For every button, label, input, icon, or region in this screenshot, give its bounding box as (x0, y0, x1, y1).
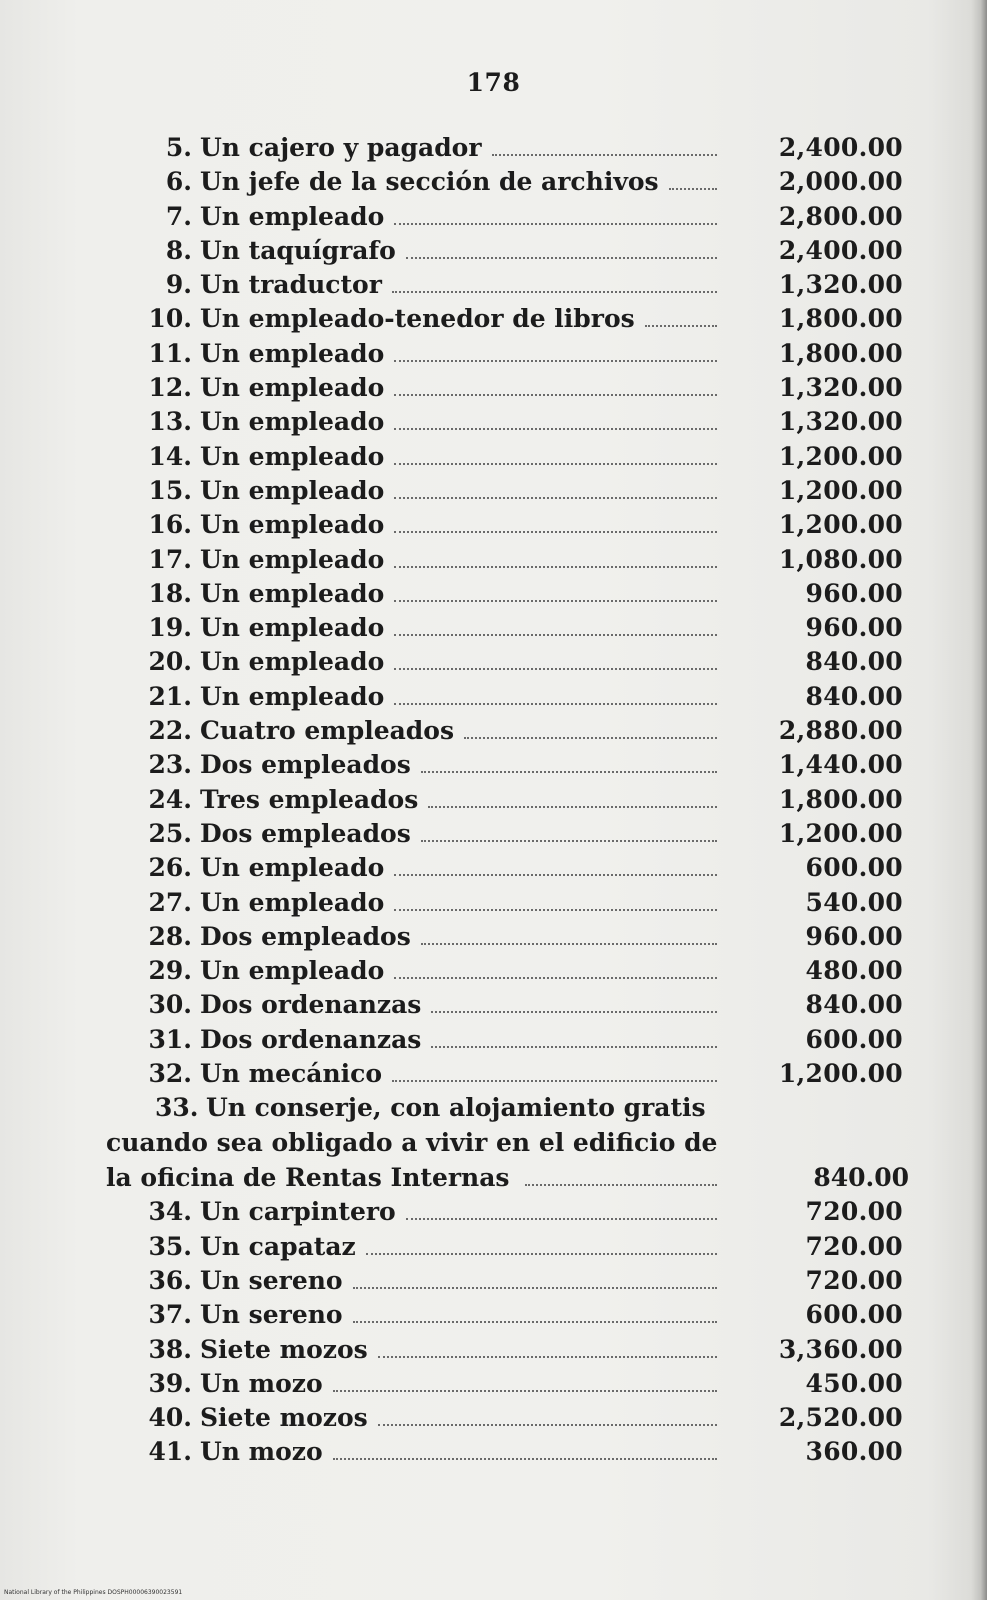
list-item (0, 1230, 987, 1264)
item-description: Cuatro empleados (200, 716, 455, 746)
list-item (0, 1057, 987, 1091)
item-amount: 1,200.00 (778, 510, 903, 540)
item-number: 39. (148, 1368, 192, 1398)
dot-leader (394, 531, 717, 533)
item-amount: 1,080.00 (778, 544, 903, 574)
list-item (0, 1195, 987, 1229)
dot-leader (428, 806, 717, 808)
item-amount: 450.00 (805, 1368, 903, 1398)
item-amount: 840.00 (805, 647, 903, 677)
item-number: 30. (148, 990, 192, 1020)
item-number: 20. (148, 647, 192, 677)
item-description: Un empleado (200, 407, 385, 437)
dot-leader (333, 1458, 717, 1460)
list-item (0, 920, 987, 954)
item-number: 21. (148, 681, 192, 711)
item-description: Dos ordenanzas (200, 990, 422, 1020)
item-description: Un empleado (200, 338, 385, 368)
item-description: Dos ordenanzas (200, 1024, 422, 1054)
list-item (0, 268, 987, 302)
dot-leader (353, 1321, 717, 1323)
item-description: Dos empleados (200, 818, 411, 848)
item-description: Un capataz (200, 1231, 356, 1261)
item-amount: 480.00 (805, 956, 903, 986)
item-description: Un empleado (200, 201, 385, 231)
item-amount: 1,320.00 (778, 373, 903, 403)
item-number: 14. (148, 441, 192, 471)
item-amount: 2,400.00 (778, 235, 903, 265)
dot-leader (645, 325, 717, 327)
list-item (0, 474, 987, 508)
item-description: Un sereno (200, 1300, 343, 1330)
item-description: Un jefe de la sección de archivos (200, 167, 659, 197)
item-description: Un empleado (200, 544, 385, 574)
item-description: Un empleado (200, 475, 385, 505)
dot-leader (394, 909, 717, 911)
list-item (0, 234, 987, 268)
dot-leader (421, 840, 717, 842)
item-number: 24. (148, 784, 192, 814)
item-amount: 1,800.00 (778, 304, 903, 334)
list-item (0, 577, 987, 611)
item-number: 8. (165, 235, 192, 265)
item-number: 9. (165, 270, 192, 300)
item-number: 35. (148, 1231, 192, 1261)
item-description: Un empleado (200, 510, 385, 540)
item-description: Un empleado-tenedor de libros (200, 304, 635, 334)
salary-list (0, 131, 987, 1470)
dot-leader (394, 874, 717, 876)
item-description: Un empleado (200, 681, 385, 711)
item-description: Un empleado (200, 853, 385, 883)
item-description: Un sereno (200, 1265, 343, 1295)
item-description: Un empleado (200, 578, 385, 608)
list-item (0, 371, 987, 405)
item-number: 25. (148, 818, 192, 848)
item-amount: 2,800.00 (778, 201, 903, 231)
item-amount: 2,000.00 (778, 167, 903, 197)
dot-leader (394, 360, 717, 362)
list-item (0, 508, 987, 542)
dot-leader (392, 1080, 717, 1082)
item-amount: 720.00 (805, 1231, 903, 1261)
item-amount: 960.00 (805, 578, 903, 608)
item-amount: 840.00 (805, 681, 903, 711)
item-amount: 600.00 (805, 1300, 903, 1330)
dot-leader (525, 1184, 717, 1186)
item-description-line-1: Un conserje, con alojamiento gratis (206, 1093, 706, 1123)
item-amount: 1,800.00 (778, 784, 903, 814)
page-number: 178 (466, 68, 521, 97)
dot-leader (394, 223, 717, 225)
dot-leader (378, 1424, 717, 1426)
dot-leader (492, 154, 717, 156)
item-amount: 1,320.00 (778, 407, 903, 437)
item-amount: 1,200.00 (778, 1059, 903, 1089)
dot-leader (394, 634, 717, 636)
item-amount: 1,200.00 (778, 441, 903, 471)
item-amount: 1,800.00 (778, 338, 903, 368)
item-description: Siete mozos (200, 1334, 368, 1364)
item-description: Un taquígrafo (200, 235, 396, 265)
dot-leader (669, 188, 717, 190)
list-item (0, 440, 987, 474)
item-amount: 840.00 (805, 990, 903, 1020)
list-item (0, 302, 987, 336)
item-description: Tres empleados (200, 784, 419, 814)
item-amount: 840.00 (813, 1163, 909, 1193)
dot-leader (406, 257, 717, 259)
item-description: Un empleado (200, 613, 385, 643)
dot-leader (421, 771, 717, 773)
list-item (0, 988, 987, 1022)
item-number: 31. (148, 1024, 192, 1054)
library-stamp: National Library of the Philippines DOSPH00006390023591 (4, 1589, 183, 1596)
item-number: 23. (148, 750, 192, 780)
item-amount: 720.00 (805, 1197, 903, 1227)
item-number: 40. (148, 1403, 192, 1433)
item-amount: 1,320.00 (778, 270, 903, 300)
list-item (0, 611, 987, 645)
list-item (0, 200, 987, 234)
item-number: 16. (148, 510, 192, 540)
list-item (0, 783, 987, 817)
item-number: 10. (148, 304, 192, 334)
list-item (0, 645, 987, 679)
item-amount: 1,440.00 (778, 750, 903, 780)
item-number: 19. (148, 613, 192, 643)
item-description: Un traductor (200, 270, 382, 300)
list-item (0, 886, 987, 920)
item-description: Un empleado (200, 887, 385, 917)
dot-leader (333, 1390, 717, 1392)
item-amount: 1,200.00 (778, 475, 903, 505)
list-item (0, 954, 987, 988)
dot-leader (394, 566, 717, 568)
item-description: Un carpintero (200, 1197, 396, 1227)
list-item (0, 680, 987, 714)
dot-leader (421, 943, 717, 945)
item-number: 29. (148, 956, 192, 986)
item-number: 32. (148, 1059, 192, 1089)
item-description-line-2: cuando sea obligado a vivir en el edificio de (106, 1128, 718, 1158)
item-amount: 360.00 (805, 1437, 903, 1467)
item-number: 15. (148, 475, 192, 505)
item-amount: 600.00 (805, 1024, 903, 1054)
item-number: 33. (155, 1093, 199, 1123)
item-number: 12. (148, 373, 192, 403)
list-item (0, 405, 987, 439)
list-item (0, 165, 987, 199)
list-item (0, 1023, 987, 1057)
item-number: 7. (165, 201, 192, 231)
item-amount: 3,360.00 (778, 1334, 903, 1364)
list-item (0, 1298, 987, 1332)
dot-leader (392, 291, 717, 293)
item-amount: 540.00 (805, 887, 903, 917)
item-number: 41. (148, 1437, 192, 1467)
item-number: 26. (148, 853, 192, 883)
item-description: Dos empleados (200, 750, 411, 780)
item-amount: 960.00 (805, 613, 903, 643)
dot-leader (366, 1253, 717, 1255)
dot-leader (394, 703, 717, 705)
item-amount: 960.00 (805, 921, 903, 951)
dot-leader (431, 1011, 717, 1013)
item-number: 11. (148, 338, 192, 368)
list-item-multiline (0, 1091, 987, 1195)
item-description: Un empleado (200, 956, 385, 986)
list-item (0, 131, 987, 165)
item-description: Siete mozos (200, 1403, 368, 1433)
list-item (0, 337, 987, 371)
dot-leader (378, 1356, 717, 1358)
dot-leader (394, 977, 717, 979)
list-item (0, 1435, 987, 1469)
list-item (0, 748, 987, 782)
item-number: 36. (148, 1265, 192, 1295)
list-item (0, 1264, 987, 1298)
item-number: 27. (148, 887, 192, 917)
item-amount: 2,400.00 (778, 133, 903, 162)
item-description: Un cajero y pagador (200, 133, 482, 162)
item-amount: 2,880.00 (778, 716, 903, 746)
item-number: 5. (165, 133, 192, 162)
item-description: Un mecánico (200, 1059, 383, 1089)
list-item (0, 1333, 987, 1367)
item-number: 17. (148, 544, 192, 574)
item-number: 13. (148, 407, 192, 437)
item-description-line-3: la oficina de Rentas Internas (106, 1163, 510, 1193)
item-number: 22. (148, 716, 192, 746)
item-description: Un empleado (200, 373, 385, 403)
item-number: 34. (148, 1197, 192, 1227)
dot-leader (406, 1218, 717, 1220)
item-description: Un empleado (200, 441, 385, 471)
item-number: 37. (148, 1300, 192, 1330)
dot-leader (394, 428, 717, 430)
item-amount: 720.00 (805, 1265, 903, 1295)
dot-leader (431, 1046, 717, 1048)
list-item (0, 851, 987, 885)
list-item (0, 1401, 987, 1435)
list-item (0, 1367, 987, 1401)
list-item (0, 714, 987, 748)
item-number: 6. (165, 167, 192, 197)
item-description: Un mozo (200, 1368, 323, 1398)
item-number: 38. (148, 1334, 192, 1364)
item-description: Un empleado (200, 647, 385, 677)
list-item (0, 817, 987, 851)
item-number: 28. (148, 921, 192, 951)
dot-leader (394, 394, 717, 396)
item-amount: 600.00 (805, 853, 903, 883)
dot-leader (394, 497, 717, 499)
dot-leader (353, 1287, 717, 1289)
dot-leader (394, 600, 717, 602)
item-amount: 2,520.00 (778, 1403, 903, 1433)
item-description: Un mozo (200, 1437, 323, 1467)
dot-leader (394, 668, 717, 670)
dot-leader (464, 737, 717, 739)
item-amount: 1,200.00 (778, 818, 903, 848)
item-description: Dos empleados (200, 921, 411, 951)
item-number: 18. (148, 578, 192, 608)
list-item (0, 543, 987, 577)
dot-leader (394, 463, 717, 465)
